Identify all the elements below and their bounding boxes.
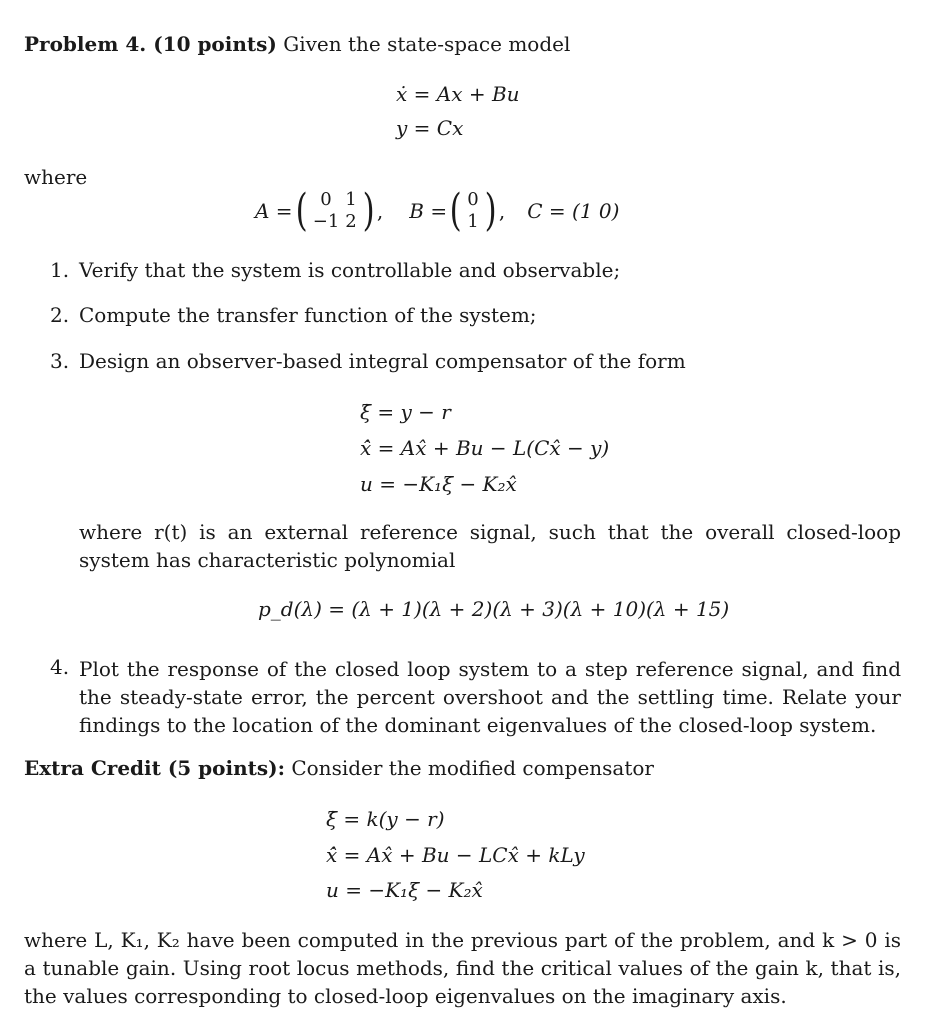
item-number: 4.: [50, 655, 70, 679]
extra-credit-rest: Consider the modified compensator: [284, 756, 654, 780]
matrix-b-cell: 1: [467, 211, 479, 232]
extra-eq-observer: x̂̇ = Ax̂ + Bu − LCx̂ + kLy: [326, 843, 585, 867]
matrix-a: [310, 189, 360, 233]
matrix-definitions: [255, 186, 619, 236]
extra-credit-description: where L, K₁, K₂ have been computed in the previous part of the problem, and k > 0 is a tunable gain. Using root locus methods, find the critical values of the gain k, that is, the values corresponding to closed-loop eigenvalues on the imaginary axis.: [24, 928, 901, 1008]
output-equation: y = Cx: [396, 116, 464, 140]
matrix-a-cell: 2: [345, 211, 357, 232]
item-number: 3.: [50, 349, 70, 373]
matrix-b-right-paren: ): [484, 185, 497, 236]
separator: ,: [498, 199, 506, 223]
matrix-c: C = (1 0): [527, 199, 620, 223]
compensator-eq-control: u = −K₁ξ − K₂x̂: [360, 472, 517, 496]
matrix-a-left-paren: (: [295, 185, 308, 236]
extra-credit-title: [24, 756, 654, 780]
matrix-a-right-paren: ): [362, 185, 375, 236]
item-number: 1.: [50, 258, 70, 282]
item-text: Design an observer-based integral compensator of the form: [79, 349, 686, 373]
extra-eq-xi: ξ̇ = k(y − r): [326, 807, 445, 831]
matrix-b-cell: 0: [467, 189, 479, 210]
matrix-a-cell: 0: [320, 189, 332, 210]
item-text: Plot the response of the closed loop system to a step reference signal, and find the steady-state error, the percent overshoot and the settling time. Relate your findings to the location of the dominant eigenvalues of the closed-loop system.: [79, 657, 901, 737]
compensator-eq-observer: x̂̇ = Ax̂ + Bu − L(Cx̂ − y): [360, 436, 610, 460]
state-equation: ẋ = Ax + Bu: [396, 82, 520, 106]
matrix-a-cell: 1: [345, 189, 357, 210]
extra-credit-bold: Extra Credit (5 points):: [24, 756, 285, 780]
matrix-a-label: A =: [255, 199, 293, 223]
matrix-b-left-paren: (: [449, 185, 462, 236]
item3-description: where r(t) is an external reference signal, such that the overall closed-loop system has characteristic polynomial: [79, 520, 901, 572]
characteristic-polynomial: p_d(λ) = (λ + 1)(λ + 2)(λ + 3)(λ + 10)(λ + 15): [258, 597, 730, 621]
compensator-eq-xi: ξ̇ = y − r: [360, 400, 451, 424]
item-number: 2.: [50, 303, 70, 327]
matrix-a-cell: −1: [312, 211, 340, 232]
matrix-b-label: B =: [409, 199, 448, 223]
problem-title-bold: Problem 4. (10 points): [24, 32, 277, 56]
extra-eq-control: u = −K₁ξ − K₂x̂: [326, 878, 483, 902]
problem-title-rest: Given the state-space model: [276, 32, 571, 56]
separator: ,: [376, 199, 384, 223]
problem-title: [24, 32, 570, 56]
item-text: Verify that the system is controllable and observable;: [79, 258, 621, 282]
matrix-b: [464, 189, 481, 233]
item-text: Compute the transfer function of the system;: [79, 303, 537, 327]
where-label: where: [24, 165, 88, 189]
